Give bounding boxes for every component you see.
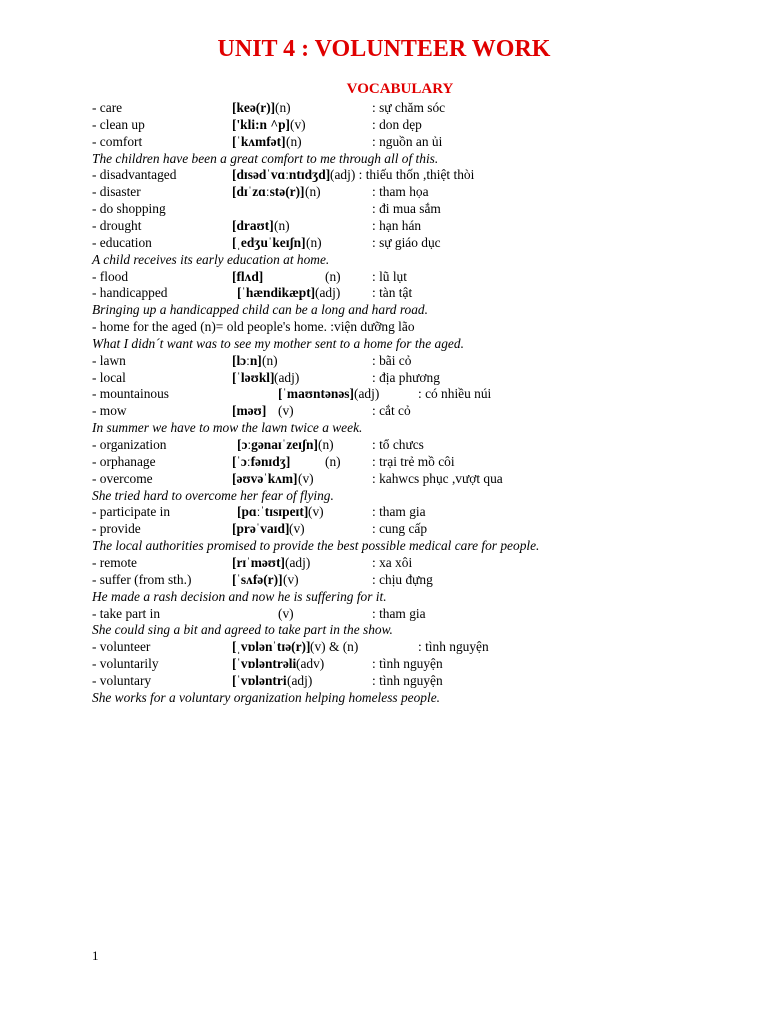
vocab-pos: (v) & (n) [310, 639, 359, 655]
vocab-word: - mountainous [92, 386, 169, 402]
vocab-pos: (v) [278, 605, 294, 621]
vocab-pos: (n) [306, 234, 322, 250]
vocab-meaning: : tình nguyện [372, 672, 443, 688]
example-sentence: A child receives its early education at home. [92, 251, 330, 267]
vocab-word: - drought [92, 217, 142, 233]
vocab-word: - participate in [92, 504, 171, 520]
vocab-phonetic: [prəˈvaɪd] [232, 521, 290, 537]
vocab-meaning: : tham gia [372, 605, 426, 621]
vocab-meaning: : tổ chưcs [372, 437, 424, 452]
example-sentence: The children have been a great comfort to me through all of this. [92, 150, 439, 166]
vocab-meaning: : lũ lụt [372, 268, 407, 284]
vocab-phonetic: ['kli:n ^p] [232, 116, 291, 132]
vocab-word: - lawn [92, 352, 126, 368]
vocab-phonetic: [ˈmaʊntənəs] [278, 386, 354, 402]
example-sentence: The local authorities promised to provide the best possible medical care for people. [92, 538, 540, 554]
vocab-phonetic: [ˈləʊkl] [232, 369, 275, 385]
vocab-word: - overcome [92, 470, 153, 486]
page-number: 1 [92, 948, 99, 963]
vocab-pos: (v) [308, 504, 324, 520]
vocab-word: - care [92, 100, 123, 115]
vocab-word: - suffer (from sth.) [92, 571, 192, 587]
vocab-meaning: : chịu đựng [372, 571, 433, 587]
vocab-word: - provide [92, 521, 141, 537]
vocab-meaning: : sự chăm sóc [372, 100, 446, 115]
vocab-meaning: : kahwcs phục ,vượt qua [372, 470, 503, 486]
example-sentence: He made a rash decision and now he is suffering for it. [92, 588, 387, 604]
vocab-word: - mow [92, 403, 127, 419]
vocab-meaning: : có nhiều núi [418, 386, 492, 402]
vocab-word: - voluntarily [92, 656, 159, 672]
vocab-meaning: : tình nguyện [418, 639, 489, 655]
section-heading: VOCABULARY [346, 81, 454, 97]
vocab-pos: (adj) [330, 167, 356, 183]
vocab-phonetic: [ˈhændikæpt] [237, 285, 316, 301]
vocab-pos: (n) [274, 217, 290, 233]
vocab-word: - flood [92, 268, 129, 284]
vocab-word: - organization [92, 437, 167, 452]
vocab-phonetic: [ˈsʌfə(r)] [232, 571, 283, 587]
vocab-pos: (adj) [274, 369, 300, 385]
vocab-phonetic: [əʊvəˈkʌm] [232, 470, 298, 486]
vocab-meaning: : hạn hán [372, 217, 422, 233]
vocab-meaning: : tàn tật [372, 285, 413, 301]
vocab-phonetic: [draʊt] [232, 217, 274, 233]
vocab-word: - volunteer [92, 639, 151, 655]
vocab-word: - home for the aged (n)= old people's home. :viện dưỡng lão [92, 319, 415, 335]
vocab-pos: (n) [325, 453, 341, 469]
vocab-phonetic: [keə(r)] [232, 100, 276, 115]
vocab-phonetic: [pɑːˈtɪsɪpeɪt] [237, 504, 309, 520]
vocab-pos: (adj) [287, 672, 313, 688]
example-sentence: In summer we have to mow the lawn twice a week. [92, 420, 363, 436]
vocab-phonetic: [dɪˈzɑːstə(r)] [232, 184, 305, 200]
vocab-pos: (n) [275, 100, 291, 115]
vocab-meaning: : tham gia [372, 504, 426, 520]
example-sentence: She could sing a bit and agreed to take part in the show. [92, 622, 393, 638]
vocab-meaning: : đi mua sắm [372, 201, 441, 217]
example-sentence: She works for a voluntary organization helping homeless people. [92, 689, 440, 705]
vocab-phonetic: [lɔːn] [232, 352, 262, 368]
vocab-meaning: : nguồn an ủi [372, 133, 443, 149]
vocab-phonetic: [ˈvɒləntrəli [232, 656, 297, 672]
vocab-word: - clean up [92, 116, 145, 132]
vocab-pos: (v) [290, 116, 306, 132]
example-sentence: She tried hard to overcome her fear of flying. [92, 487, 334, 503]
vocab-pos: (v) [298, 470, 314, 486]
vocab-pos: (n) [305, 184, 321, 200]
vocab-phonetic: [ˈvɒləntri [232, 672, 287, 688]
vocab-pos: (adj) [354, 386, 380, 402]
vocab-meaning: : tình nguyện [372, 656, 443, 672]
vocab-pos: (n) [318, 437, 334, 452]
vocab-word: - education [92, 234, 152, 250]
vocab-pos: (adj) [285, 554, 311, 570]
vocab-pos: (adv) [296, 656, 325, 672]
vocab-pos: (v) [283, 571, 299, 587]
vocab-word: - handicapped [92, 285, 168, 301]
vocab-phonetic: [ɔːgənaɪˈzeɪʃn] [237, 437, 318, 452]
page-title: UNIT 4 : VOLUNTEER WORK [217, 36, 551, 62]
vocab-meaning: : địa phương [372, 369, 440, 385]
vocab-meaning: : sự giáo dục [372, 234, 441, 250]
vocab-phonetic: [dɪsədˈvɑːntɪdʒd] [232, 167, 331, 183]
vocab-pos: (n) [325, 268, 341, 284]
vocab-meaning: : tham họa [372, 184, 429, 200]
vocab-word: - do shopping [92, 201, 166, 217]
vocab-word: - take part in [92, 605, 161, 621]
example-sentence: Bringing up a handicapped child can be a long and hard road. [92, 302, 428, 318]
vocab-pos: (v) [278, 403, 294, 419]
vocab-phonetic: [ˈɔːfənɪdʒ] [232, 453, 291, 469]
vocab-phonetic: [rɪˈməʊt] [232, 554, 285, 570]
vocab-pos: (n) [286, 133, 302, 149]
vocab-word: - disaster [92, 184, 141, 200]
vocab-pos: (v) [289, 521, 305, 537]
vocab-phonetic: [ˈkʌmfət] [232, 133, 286, 149]
vocab-phonetic: [məʊ] [232, 403, 267, 419]
vocab-meaning: : cung cấp [372, 521, 428, 537]
vocab-phonetic: [flʌd] [232, 268, 264, 284]
vocab-word: - orphanage [92, 453, 156, 469]
vocab-meaning: : cắt cỏ [372, 403, 411, 419]
vocab-pos: (n) [262, 352, 278, 368]
vocab-word: - remote [92, 554, 137, 570]
vocab-word: - disadvantaged [92, 167, 177, 183]
vocab-word: - voluntary [92, 672, 152, 688]
vocab-meaning: : bãi cỏ [372, 352, 412, 368]
vocab-phonetic: [ˌvɒlənˈtɪə(r)] [232, 639, 311, 655]
vocab-meaning: : trại trẻ mồ côi [372, 453, 455, 469]
vocab-pos: (adj) [315, 285, 341, 301]
vocab-phonetic: [ˌedʒuˈkeɪʃn] [232, 234, 306, 250]
example-sentence: What I didn´t want was to see my mother sent to a home for the aged. [92, 335, 464, 351]
vocab-meaning: : don dẹp [372, 116, 422, 132]
vocab-word: - comfort [92, 133, 143, 149]
vocab-meaning: : xa xôi [372, 554, 413, 570]
vocab-meaning: : thiếu thốn ,thiệt thòi [355, 167, 475, 183]
vocab-word: - local [92, 369, 126, 385]
